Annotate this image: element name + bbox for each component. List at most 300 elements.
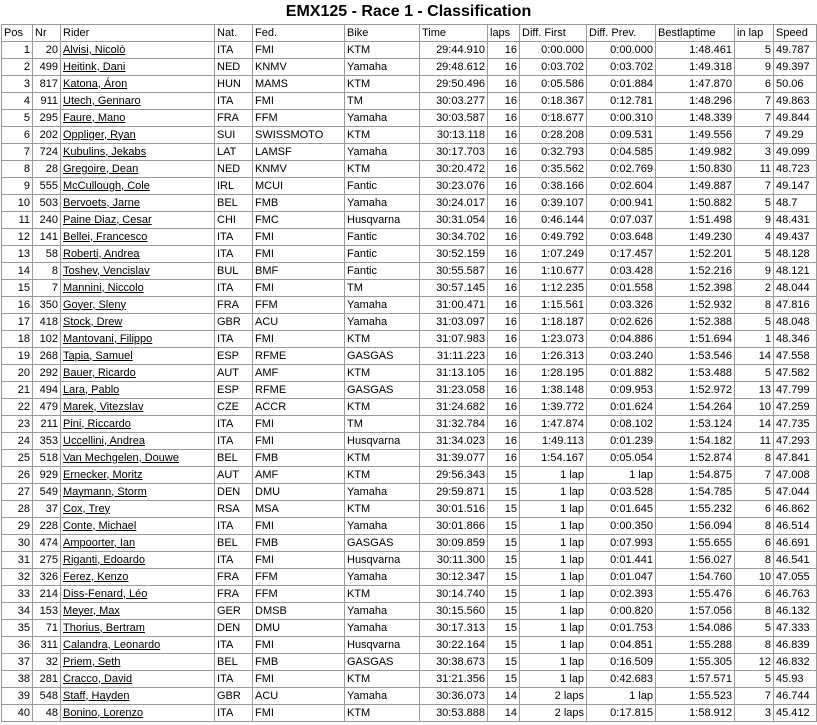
bike-cell: KTM — [345, 76, 420, 93]
time-cell: 30:24.017 — [420, 195, 488, 212]
bike-cell: TM — [345, 93, 420, 110]
nat-cell: ITA — [215, 552, 253, 569]
laps-cell: 15 — [488, 518, 520, 535]
table-row — [2, 212, 817, 229]
bike-cell: Fantic — [345, 229, 420, 246]
nat-cell: BEL — [215, 535, 253, 552]
pos-cell: 38 — [2, 671, 33, 688]
nat-cell: SUI — [215, 127, 253, 144]
fed-cell: FMI — [253, 518, 345, 535]
bike-cell: KTM — [345, 127, 420, 144]
rider-link[interactable]: Mannini, Niccolo — [61, 280, 215, 297]
rider-link[interactable]: Kubulins, Jekabs — [61, 144, 215, 161]
speed-cell: 46.744 — [774, 688, 817, 705]
rider-link[interactable]: Van Mechgelen, Douwe — [61, 450, 215, 467]
diff-prev-cell: 0:00.941 — [587, 195, 656, 212]
fed-cell: FMB — [253, 654, 345, 671]
table-row — [2, 331, 817, 348]
pos-cell: 4 — [2, 93, 33, 110]
nr-cell: 555 — [33, 178, 61, 195]
time-cell: 31:00.471 — [420, 297, 488, 314]
diff-prev-cell: 0:02.393 — [587, 586, 656, 603]
column-header-fed: Fed. — [253, 25, 345, 42]
time-cell: 30:34.702 — [420, 229, 488, 246]
fed-cell: MCUI — [253, 178, 345, 195]
time-cell: 30:17.703 — [420, 144, 488, 161]
column-header-time: Time — [420, 25, 488, 42]
time-cell: 29:56.343 — [420, 467, 488, 484]
pos-cell: 17 — [2, 314, 33, 331]
fed-cell: DMSB — [253, 603, 345, 620]
diff-first-cell: 0:00.000 — [520, 42, 587, 59]
diff-prev-cell: 0:05.054 — [587, 450, 656, 467]
nat-cell: ITA — [215, 93, 253, 110]
speed-cell: 47.259 — [774, 399, 817, 416]
nr-cell: 724 — [33, 144, 61, 161]
diff-prev-cell: 0:03.648 — [587, 229, 656, 246]
diff-prev-cell: 0:00.000 — [587, 42, 656, 59]
nr-cell: 929 — [33, 467, 61, 484]
time-cell: 30:11.300 — [420, 552, 488, 569]
rider-link[interactable]: Pini, Riccardo — [61, 416, 215, 433]
table-row — [2, 654, 817, 671]
laps-cell: 16 — [488, 229, 520, 246]
bike-cell: KTM — [345, 450, 420, 467]
bike-cell: Fantic — [345, 263, 420, 280]
nr-cell: 268 — [33, 348, 61, 365]
rider-link[interactable]: Alvisi, Nicolò — [61, 42, 215, 59]
diff-first-cell: 0:05.586 — [520, 76, 587, 93]
table-row — [2, 399, 817, 416]
rider-link[interactable]: Heitink, Dani — [61, 59, 215, 76]
time-cell: 30:01.516 — [420, 501, 488, 518]
bestlaptime-cell: 1:56.027 — [656, 552, 735, 569]
rider-link[interactable]: Bonino, Lorenzo — [61, 705, 215, 722]
in-lap-cell: 6 — [735, 535, 774, 552]
time-cell: 29:44.910 — [420, 42, 488, 59]
in-lap-cell: 9 — [735, 212, 774, 229]
nr-cell: 518 — [33, 450, 61, 467]
nr-cell: 202 — [33, 127, 61, 144]
pos-cell: 8 — [2, 161, 33, 178]
in-lap-cell: 5 — [735, 365, 774, 382]
diff-prev-cell: 0:02.626 — [587, 314, 656, 331]
rider-link[interactable]: Uccellini, Andrea — [61, 433, 215, 450]
speed-cell: 46.132 — [774, 603, 817, 620]
rider-link[interactable]: Riganti, Edoardo — [61, 552, 215, 569]
diff-prev-cell: 0:01.047 — [587, 569, 656, 586]
fed-cell: AMF — [253, 365, 345, 382]
diff-first-cell: 1:49.113 — [520, 433, 587, 450]
laps-cell: 16 — [488, 110, 520, 127]
time-cell: 30:23.076 — [420, 178, 488, 195]
time-cell: 31:13.105 — [420, 365, 488, 382]
bestlaptime-cell: 1:54.785 — [656, 484, 735, 501]
diff-prev-cell: 0:08.102 — [587, 416, 656, 433]
laps-cell: 16 — [488, 314, 520, 331]
fed-cell: DMU — [253, 484, 345, 501]
diff-prev-cell: 0:07.037 — [587, 212, 656, 229]
laps-cell: 16 — [488, 416, 520, 433]
fed-cell: FMC — [253, 212, 345, 229]
bestlaptime-cell: 1:54.875 — [656, 467, 735, 484]
rider-link[interactable]: Bauer, Ricardo — [61, 365, 215, 382]
rider-link[interactable]: Roberti, Andrea — [61, 246, 215, 263]
nr-cell: 353 — [33, 433, 61, 450]
fed-cell: MAMS — [253, 76, 345, 93]
bike-cell: KTM — [345, 161, 420, 178]
rider-link[interactable]: Maymann, Storm — [61, 484, 215, 501]
diff-prev-cell: 0:01.441 — [587, 552, 656, 569]
nat-cell: CZE — [215, 399, 253, 416]
time-cell: 30:14.740 — [420, 586, 488, 603]
diff-prev-cell: 0:01.239 — [587, 433, 656, 450]
bike-cell: GASGAS — [345, 382, 420, 399]
fed-cell: FMI — [253, 42, 345, 59]
diff-prev-cell: 0:16.509 — [587, 654, 656, 671]
table-row — [2, 144, 817, 161]
laps-cell: 15 — [488, 569, 520, 586]
pos-cell: 2 — [2, 59, 33, 76]
laps-cell: 14 — [488, 688, 520, 705]
time-cell: 31:07.983 — [420, 331, 488, 348]
rider-link[interactable]: Cox, Trey — [61, 501, 215, 518]
bestlaptime-cell: 1:49.556 — [656, 127, 735, 144]
bike-cell: KTM — [345, 399, 420, 416]
in-lap-cell: 5 — [735, 246, 774, 263]
in-lap-cell: 14 — [735, 348, 774, 365]
nr-cell: 48 — [33, 705, 61, 722]
pos-cell: 5 — [2, 110, 33, 127]
diff-first-cell: 1 lap — [520, 552, 587, 569]
diff-first-cell: 1:28.195 — [520, 365, 587, 382]
nr-cell: 71 — [33, 620, 61, 637]
fed-cell: RFME — [253, 348, 345, 365]
bike-cell: Husqvarna — [345, 637, 420, 654]
bestlaptime-cell: 1:49.887 — [656, 178, 735, 195]
speed-cell: 49.099 — [774, 144, 817, 161]
bestlaptime-cell: 1:47.870 — [656, 76, 735, 93]
pos-cell: 13 — [2, 246, 33, 263]
pos-cell: 15 — [2, 280, 33, 297]
rider-link[interactable]: Oppliger, Ryan — [61, 127, 215, 144]
rider-link[interactable]: Calandra, Leonardo — [61, 637, 215, 654]
speed-cell: 50.06 — [774, 76, 817, 93]
diff-first-cell: 0:49.792 — [520, 229, 587, 246]
bestlaptime-cell: 1:53.488 — [656, 365, 735, 382]
diff-prev-cell: 0:12.781 — [587, 93, 656, 110]
diff-first-cell: 1 lap — [520, 467, 587, 484]
nr-cell: 28 — [33, 161, 61, 178]
rider-link[interactable]: Priem, Seth — [61, 654, 215, 671]
fed-cell: KNMV — [253, 59, 345, 76]
speed-cell: 47.816 — [774, 297, 817, 314]
diff-first-cell: 1:12.235 — [520, 280, 587, 297]
rider-link[interactable]: Bervoets, Jarne — [61, 195, 215, 212]
fed-cell: FMI — [253, 331, 345, 348]
table-row — [2, 637, 817, 654]
fed-cell: KNMV — [253, 161, 345, 178]
rider-link[interactable]: Meyer, Max — [61, 603, 215, 620]
rider-link[interactable]: Toshev, Vencislav — [61, 263, 215, 280]
bike-cell: Yamaha — [345, 297, 420, 314]
table-row — [2, 110, 817, 127]
bestlaptime-cell: 1:50.882 — [656, 195, 735, 212]
table-row — [2, 484, 817, 501]
diff-first-cell: 1 lap — [520, 484, 587, 501]
table-row — [2, 671, 817, 688]
speed-cell: 47.735 — [774, 416, 817, 433]
table-row — [2, 518, 817, 535]
bike-cell: Yamaha — [345, 688, 420, 705]
bike-cell: KTM — [345, 671, 420, 688]
in-lap-cell: 7 — [735, 178, 774, 195]
nr-cell: 153 — [33, 603, 61, 620]
fed-cell: RFME — [253, 382, 345, 399]
diff-first-cell: 1 lap — [520, 671, 587, 688]
in-lap-cell: 10 — [735, 569, 774, 586]
column-header-bestlaptime: Bestlaptime — [656, 25, 735, 42]
rider-link[interactable]: Cracco, David — [61, 671, 215, 688]
fed-cell: ACU — [253, 688, 345, 705]
rider-link[interactable]: Marek, Vitezslav — [61, 399, 215, 416]
fed-cell: FMI — [253, 637, 345, 654]
bestlaptime-cell: 1:57.056 — [656, 603, 735, 620]
table-row — [2, 552, 817, 569]
speed-cell: 47.558 — [774, 348, 817, 365]
diff-prev-cell: 0:03.428 — [587, 263, 656, 280]
diff-prev-cell: 0:01.558 — [587, 280, 656, 297]
diff-first-cell: 2 laps — [520, 688, 587, 705]
bike-cell: Yamaha — [345, 195, 420, 212]
time-cell: 30:38.673 — [420, 654, 488, 671]
rider-link[interactable]: Diss-Fenard, Léo — [61, 586, 215, 603]
bestlaptime-cell: 1:48.339 — [656, 110, 735, 127]
rider-link[interactable]: Katona, Áron — [61, 76, 215, 93]
table-row — [2, 688, 817, 705]
table-row — [2, 297, 817, 314]
time-cell: 31:11.223 — [420, 348, 488, 365]
bestlaptime-cell: 1:52.216 — [656, 263, 735, 280]
fed-cell: FMI — [253, 416, 345, 433]
nat-cell: ITA — [215, 42, 253, 59]
nr-cell: 7 — [33, 280, 61, 297]
diff-first-cell: 1 lap — [520, 586, 587, 603]
bestlaptime-cell: 1:48.296 — [656, 93, 735, 110]
in-lap-cell: 7 — [735, 467, 774, 484]
bike-cell: KTM — [345, 501, 420, 518]
bike-cell: Yamaha — [345, 518, 420, 535]
diff-prev-cell: 0:01.884 — [587, 76, 656, 93]
nr-cell: 20 — [33, 42, 61, 59]
table-row — [2, 620, 817, 637]
pos-cell: 25 — [2, 450, 33, 467]
time-cell: 30:15.560 — [420, 603, 488, 620]
column-header-diff-prev: Diff. Prev. — [587, 25, 656, 42]
laps-cell: 16 — [488, 450, 520, 467]
laps-cell: 16 — [488, 144, 520, 161]
speed-cell: 48.044 — [774, 280, 817, 297]
in-lap-cell: 8 — [735, 518, 774, 535]
nr-cell: 37 — [33, 501, 61, 518]
nr-cell: 494 — [33, 382, 61, 399]
pos-cell: 37 — [2, 654, 33, 671]
pos-cell: 7 — [2, 144, 33, 161]
nr-cell: 228 — [33, 518, 61, 535]
nat-cell: GER — [215, 603, 253, 620]
rider-link[interactable]: Staff, Hayden — [61, 688, 215, 705]
fed-cell: FMI — [253, 433, 345, 450]
nr-cell: 58 — [33, 246, 61, 263]
table-row — [2, 569, 817, 586]
nr-cell: 503 — [33, 195, 61, 212]
diff-first-cell: 0:35.562 — [520, 161, 587, 178]
diff-first-cell: 1:23.073 — [520, 331, 587, 348]
table-row — [2, 535, 817, 552]
rider-link[interactable]: Gregoire, Dean — [61, 161, 215, 178]
rider-link[interactable]: Thorius, Bertram — [61, 620, 215, 637]
laps-cell: 16 — [488, 76, 520, 93]
in-lap-cell: 5 — [735, 620, 774, 637]
diff-prev-cell: 0:04.585 — [587, 144, 656, 161]
rider-link[interactable]: Lara, Pablo — [61, 382, 215, 399]
diff-first-cell: 0:28.208 — [520, 127, 587, 144]
bike-cell: KTM — [345, 705, 420, 722]
bestlaptime-cell: 1:55.523 — [656, 688, 735, 705]
pos-cell: 3 — [2, 76, 33, 93]
laps-cell: 16 — [488, 93, 520, 110]
diff-first-cell: 1:39.772 — [520, 399, 587, 416]
nr-cell: 911 — [33, 93, 61, 110]
laps-cell: 16 — [488, 348, 520, 365]
diff-first-cell: 1:38.148 — [520, 382, 587, 399]
speed-cell: 47.799 — [774, 382, 817, 399]
bestlaptime-cell: 1:55.476 — [656, 586, 735, 603]
fed-cell: FMI — [253, 280, 345, 297]
rider-link[interactable]: Mantovani, Filippo — [61, 331, 215, 348]
diff-first-cell: 1:47.874 — [520, 416, 587, 433]
nat-cell: NED — [215, 59, 253, 76]
bestlaptime-cell: 1:52.388 — [656, 314, 735, 331]
time-cell: 31:39.077 — [420, 450, 488, 467]
pos-cell: 6 — [2, 127, 33, 144]
rider-link[interactable]: Goyer, Sleny — [61, 297, 215, 314]
diff-first-cell: 1:18.187 — [520, 314, 587, 331]
table-row — [2, 280, 817, 297]
laps-cell: 16 — [488, 195, 520, 212]
speed-cell: 46.763 — [774, 586, 817, 603]
rider-link[interactable]: Paine Diaz, Cesar — [61, 212, 215, 229]
speed-cell: 45.412 — [774, 705, 817, 722]
pos-cell: 19 — [2, 348, 33, 365]
pos-cell: 20 — [2, 365, 33, 382]
nat-cell: ESP — [215, 382, 253, 399]
diff-prev-cell: 0:03.528 — [587, 484, 656, 501]
rider-link[interactable]: Stock, Drew — [61, 314, 215, 331]
rider-link[interactable]: Utech, Gennaro — [61, 93, 215, 110]
bike-cell: Yamaha — [345, 603, 420, 620]
laps-cell: 16 — [488, 433, 520, 450]
bike-cell: Husqvarna — [345, 552, 420, 569]
time-cell: 30:52.159 — [420, 246, 488, 263]
rider-link[interactable]: Ampoorter, Ian — [61, 535, 215, 552]
fed-cell: FMI — [253, 246, 345, 263]
bike-cell: Yamaha — [345, 314, 420, 331]
rider-link[interactable]: Tapia, Samuel — [61, 348, 215, 365]
fed-cell: BMF — [253, 263, 345, 280]
rider-link[interactable]: Ferez, Kenzo — [61, 569, 215, 586]
rider-link[interactable]: Faure, Mano — [61, 110, 215, 127]
laps-cell: 15 — [488, 603, 520, 620]
laps-cell: 14 — [488, 705, 520, 722]
pos-cell: 28 — [2, 501, 33, 518]
table-row — [2, 59, 817, 76]
speed-cell: 48.431 — [774, 212, 817, 229]
bestlaptime-cell: 1:52.201 — [656, 246, 735, 263]
laps-cell: 16 — [488, 263, 520, 280]
bestlaptime-cell: 1:54.182 — [656, 433, 735, 450]
table-row — [2, 246, 817, 263]
laps-cell: 15 — [488, 671, 520, 688]
rider-link[interactable]: Ernecker, Moritz — [61, 467, 215, 484]
nr-cell: 499 — [33, 59, 61, 76]
diff-first-cell: 1 lap — [520, 569, 587, 586]
classification-table — [1, 24, 817, 722]
time-cell: 30:13.118 — [420, 127, 488, 144]
speed-cell: 49.29 — [774, 127, 817, 144]
bike-cell: GASGAS — [345, 654, 420, 671]
nat-cell: FRA — [215, 586, 253, 603]
column-header-bike: Bike — [345, 25, 420, 42]
nat-cell: RSA — [215, 501, 253, 518]
time-cell: 30:17.313 — [420, 620, 488, 637]
rider-link[interactable]: McCullough, Cole — [61, 178, 215, 195]
diff-prev-cell: 0:09.953 — [587, 382, 656, 399]
time-cell: 31:24.682 — [420, 399, 488, 416]
nr-cell: 32 — [33, 654, 61, 671]
in-lap-cell: 7 — [735, 93, 774, 110]
diff-prev-cell: 0:04.851 — [587, 637, 656, 654]
speed-cell: 49.397 — [774, 59, 817, 76]
bestlaptime-cell: 1:52.932 — [656, 297, 735, 314]
bestlaptime-cell: 1:51.498 — [656, 212, 735, 229]
diff-prev-cell: 0:07.993 — [587, 535, 656, 552]
speed-cell: 46.541 — [774, 552, 817, 569]
bike-cell: Fantic — [345, 246, 420, 263]
laps-cell: 15 — [488, 637, 520, 654]
nr-cell: 240 — [33, 212, 61, 229]
nat-cell: AUT — [215, 365, 253, 382]
bike-cell: KTM — [345, 467, 420, 484]
fed-cell: FMI — [253, 229, 345, 246]
table-row — [2, 127, 817, 144]
fed-cell: LAMSF — [253, 144, 345, 161]
bike-cell: Yamaha — [345, 569, 420, 586]
laps-cell: 16 — [488, 297, 520, 314]
in-lap-cell: 7 — [735, 110, 774, 127]
bestlaptime-cell: 1:54.086 — [656, 620, 735, 637]
rider-link[interactable]: Conte, Michael — [61, 518, 215, 535]
table-row — [2, 705, 817, 722]
diff-prev-cell: 0:17.457 — [587, 246, 656, 263]
diff-first-cell: 1 lap — [520, 501, 587, 518]
in-lap-cell: 8 — [735, 450, 774, 467]
in-lap-cell: 5 — [735, 484, 774, 501]
rider-link[interactable]: Bellei, Francesco — [61, 229, 215, 246]
time-cell: 29:59.871 — [420, 484, 488, 501]
speed-cell: 48.7 — [774, 195, 817, 212]
fed-cell: FFM — [253, 586, 345, 603]
